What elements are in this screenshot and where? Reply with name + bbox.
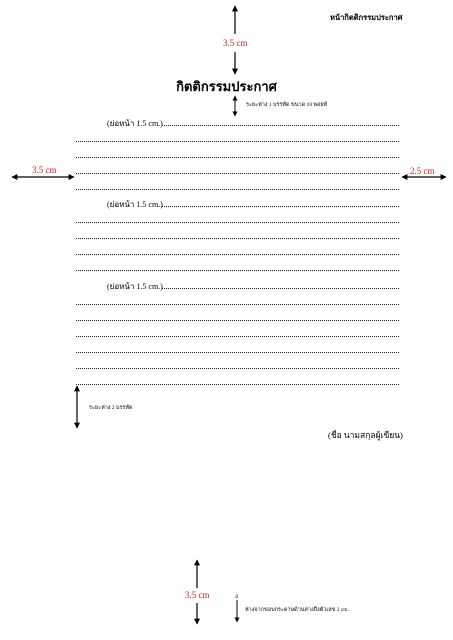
- bottom-note: ห่างจากขอบกระดาษด้านล่างถึงตัวเลข 2 cm.: [245, 607, 349, 613]
- header-right-text: หน้ากิตติกรรมประกาศ: [330, 13, 403, 22]
- page-number: ง: [235, 594, 238, 600]
- page-title: กิตติกรรมประกาศ: [176, 79, 277, 94]
- left-margin-label: 3.5 cm: [32, 165, 57, 175]
- spacing-note-1: ระยะห่าง 1 บรรทัด ขนาด 18 พอยท์: [246, 102, 328, 108]
- right-margin-label: 2.5 cm: [410, 166, 435, 176]
- author-signature: (ชื่อ นามสกุลผู้เขียน): [328, 430, 403, 440]
- paragraph-2-indent-label: (ย่อหน้า 1.5 cm.): [107, 200, 163, 209]
- top-margin-label: 3.5 cm: [223, 38, 248, 48]
- spacing-note-2: ระยะห่าง 2 บรรทัด: [89, 405, 133, 411]
- paragraph-3-indent-label: (ย่อหน้า 1.5 cm.): [107, 282, 163, 291]
- bottom-margin-label: 3.5 cm: [185, 590, 210, 600]
- paragraph-1-indent-label: (ย่อหน้า 1.5 cm.): [107, 119, 163, 128]
